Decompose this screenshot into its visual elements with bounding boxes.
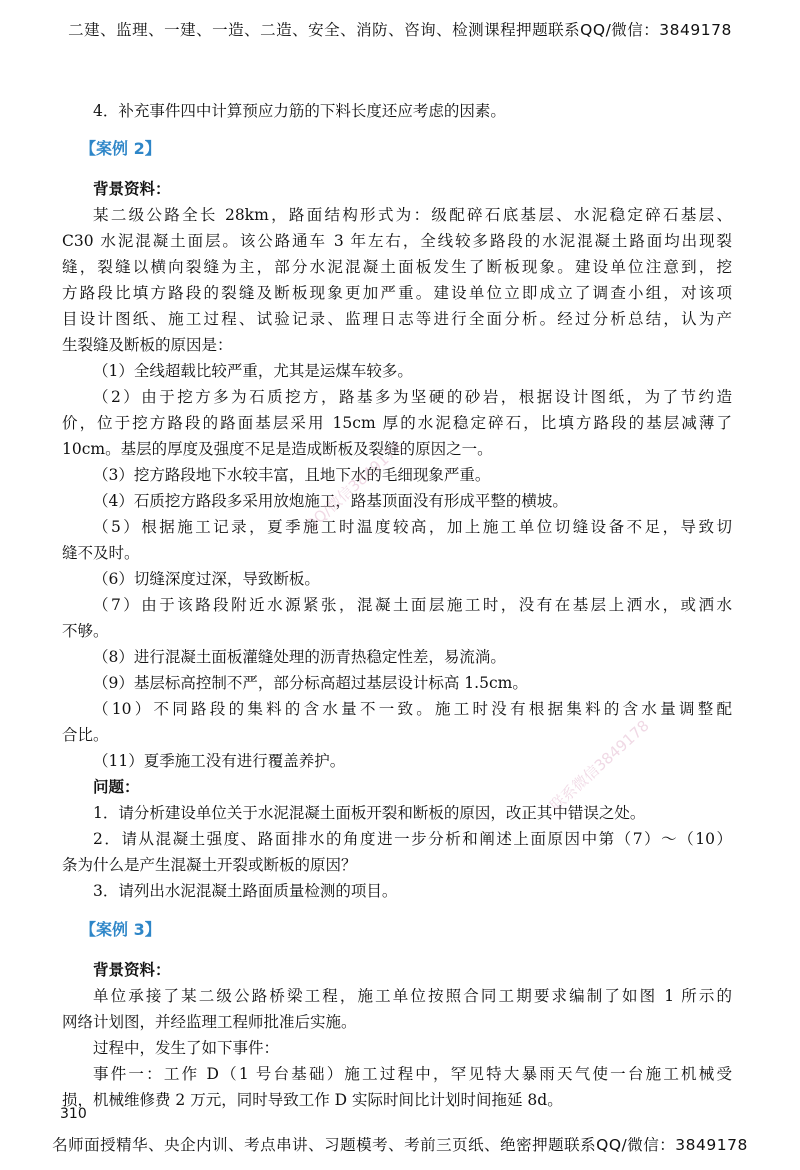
cause-4: （4）石质挖方路段多采用放炮施工，路基顶面没有形成平整的横坡。 (93, 492, 568, 510)
page-header: 二建、监理、一建、一造、二造、安全、消防、咨询、检测课程押题联系QQ/微信：3849178 (68, 21, 732, 39)
case-2-intro-line: 缝，裂缝以横向裂缝为主，部分水泥混凝土面板发生了断板现象。建设单位注意到，挖 (62, 258, 732, 276)
case-2-intro-line: 某二级公路全长 28km，路面结构形式为：级配碎石底基层、水泥稳定碎石基层、 (93, 206, 732, 224)
watermark: 联系微信3849178 (546, 716, 653, 815)
case-2-title: 【案例 2】 (80, 139, 161, 158)
question-2-line: 2．请从混凝土强度、路面排水的角度进一步分析和阐述上面原因中第（7）～（10） (93, 830, 732, 848)
event-1-line: 损，机械维修费 2 万元，同时导致工作 D 实际时间比计划时间拖延 8d。 (62, 1091, 563, 1109)
cause-7-line: 不够。 (62, 622, 109, 640)
case-3-intro-line: 单位承接了某二级公路桥梁工程，施工单位按照合同工期要求编制了如图 1 所示的 (93, 987, 732, 1005)
cause-10-line: 合比。 (62, 726, 109, 744)
case-3-background-heading: 背景资料： (93, 960, 171, 979)
cause-2-line: 价，位于挖方路段的路面基层采用 15cm 厚的水泥稳定碎石，比填方路段的基层减薄了 (62, 414, 732, 432)
cause-10-line: （10）不同路段的集料的含水量不一致。施工时没有根据集料的含水量调整配 (93, 700, 732, 718)
question-3: 3．请列出水泥混凝土路面质量检测的项目。 (93, 882, 398, 900)
case-3-title: 【案例 3】 (80, 920, 161, 939)
cause-7-line: （7）由于该路段附近水源紧张，混凝土面层施工时，没有在基层上洒水，或洒水 (93, 596, 732, 614)
case-2-intro-line: 生裂缝及断板的原因是： (62, 336, 233, 354)
case-2-background-heading: 背景资料： (93, 179, 171, 198)
cause-5-line: 缝不及时。 (62, 544, 140, 562)
cause-3: （3）挖方路段地下水较丰富，且地下水的毛细现象严重。 (93, 466, 491, 484)
case-2-intro-line: 目设计图纸、施工过程、试验记录、监理日志等进行全面分析。经过分析总结，认为产 (62, 310, 732, 328)
question-4-previous: 4．补充事件四中计算预应力筋的下料长度还应考虑的因素。 (93, 102, 506, 120)
question-1: 1．请分析建设单位关于水泥混凝土面板开裂和断板的原因，改正其中错误之处。 (93, 804, 646, 822)
cause-11: （11）夏季施工没有进行覆盖养护。 (93, 752, 346, 770)
cause-2-line: （2）由于挖方多为石质挖方，路基多为坚硬的砂岩，根据设计图纸，为了节约造 (93, 388, 732, 406)
page-footer: 名师面授精华、央企内训、考点串讲、习题模考、考前三页纸、绝密押题联系QQ/微信：3849178 (52, 1136, 748, 1154)
case-2-intro-line: C30 水泥混凝土面层。该公路通车 3 年左右，全线较多路段的水泥混凝土路面均出现裂 (62, 232, 732, 250)
cause-1: （1）全线超载比较严重，尤其是运煤车较多。 (93, 362, 413, 380)
case-2-question-heading: 问题： (93, 777, 140, 796)
cause-9: （9）基层标高控制不严，部分标高超过基层设计标高 1.5cm。 (93, 674, 528, 692)
case-2-intro-line: 方路段比填方路段的裂缝及断板现象更加严重。建设单位立即成立了调查小组，对该项 (62, 284, 732, 302)
cause-6: （6）切缝深度过深，导致断板。 (93, 570, 320, 588)
cause-2-line: 10cm。基层的厚度及强度不足是造成断板及裂缝的原因之一。 (62, 440, 493, 458)
watermark: QQ/微信3849178 (301, 437, 407, 535)
event-1-line: 事件一：工作 D（1 号台基础）施工过程中，罕见特大暴雨天气使一台施工机械受 (93, 1065, 732, 1083)
cause-5-line: （5）根据施工记录，夏季施工时温度较高，加上施工单位切缝设备不足，导致切 (93, 518, 732, 536)
case-3-process: 过程中，发生了如下事件： (93, 1039, 280, 1057)
cause-8: （8）进行混凝土面板灌缝处理的沥青热稳定性差，易流淌。 (93, 648, 506, 666)
case-3-intro-line: 网络计划图，并经监理工程师批准后实施。 (62, 1013, 357, 1031)
page-number: 310 (60, 1106, 87, 1122)
question-2-line: 条为什么是产生混凝土开裂或断板的原因？ (62, 856, 357, 874)
